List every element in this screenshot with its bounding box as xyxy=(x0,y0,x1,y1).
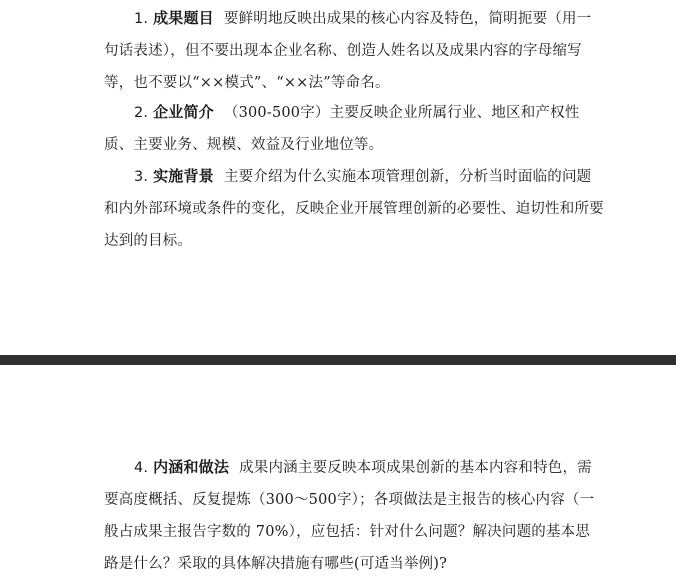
section-4-text: 成果内涵主要反映本项成果创新的基本内容和特色，需要高度概括、反复提炼（300～500字）；各项做法是主报告的核心内容（一般占成果主报告字数的 70%），应包括：针对什么问题？解决问题的基本思路是什么？采取的具体解决措施有哪些(可适当举例)? xyxy=(104,460,595,572)
page-break-divider xyxy=(0,355,676,365)
section-4-heading: 内涵和做法 xyxy=(153,458,230,476)
section-2-paragraph xyxy=(104,96,604,161)
section-1-heading: 成果题目 xyxy=(153,9,214,27)
section-4-number: 4. xyxy=(134,460,149,476)
section-3-number: 3. xyxy=(134,169,149,185)
section-1-paragraph xyxy=(104,2,604,99)
section-1-text: 要鲜明地反映出成果的核心内容及特色，简明扼要（用一句话表述），但不要出现本企业名称、创造人姓名以及成果内容的字母缩写等，也不要以“××模式”、“××法”等命名。 xyxy=(104,11,592,91)
section-3-text: 主要介绍为什么实施本项管理创新，分析当时面临的问题和内外部环境或条件的变化，反映企业开展管理创新的必要性、迫切性和所要达到的目标。 xyxy=(104,169,604,249)
section-2-text: （300-500字）主要反映企业所属行业、地区和产权性质、主要业务、规模、效益及行业地位等。 xyxy=(104,105,580,153)
section-4-paragraph xyxy=(104,451,604,580)
section-3-heading: 实施背景 xyxy=(153,167,214,185)
section-2-heading: 企业简介 xyxy=(153,103,214,121)
section-1-number: 1. xyxy=(134,11,149,27)
section-3-paragraph xyxy=(104,160,604,257)
section-2-number: 2. xyxy=(134,105,149,121)
